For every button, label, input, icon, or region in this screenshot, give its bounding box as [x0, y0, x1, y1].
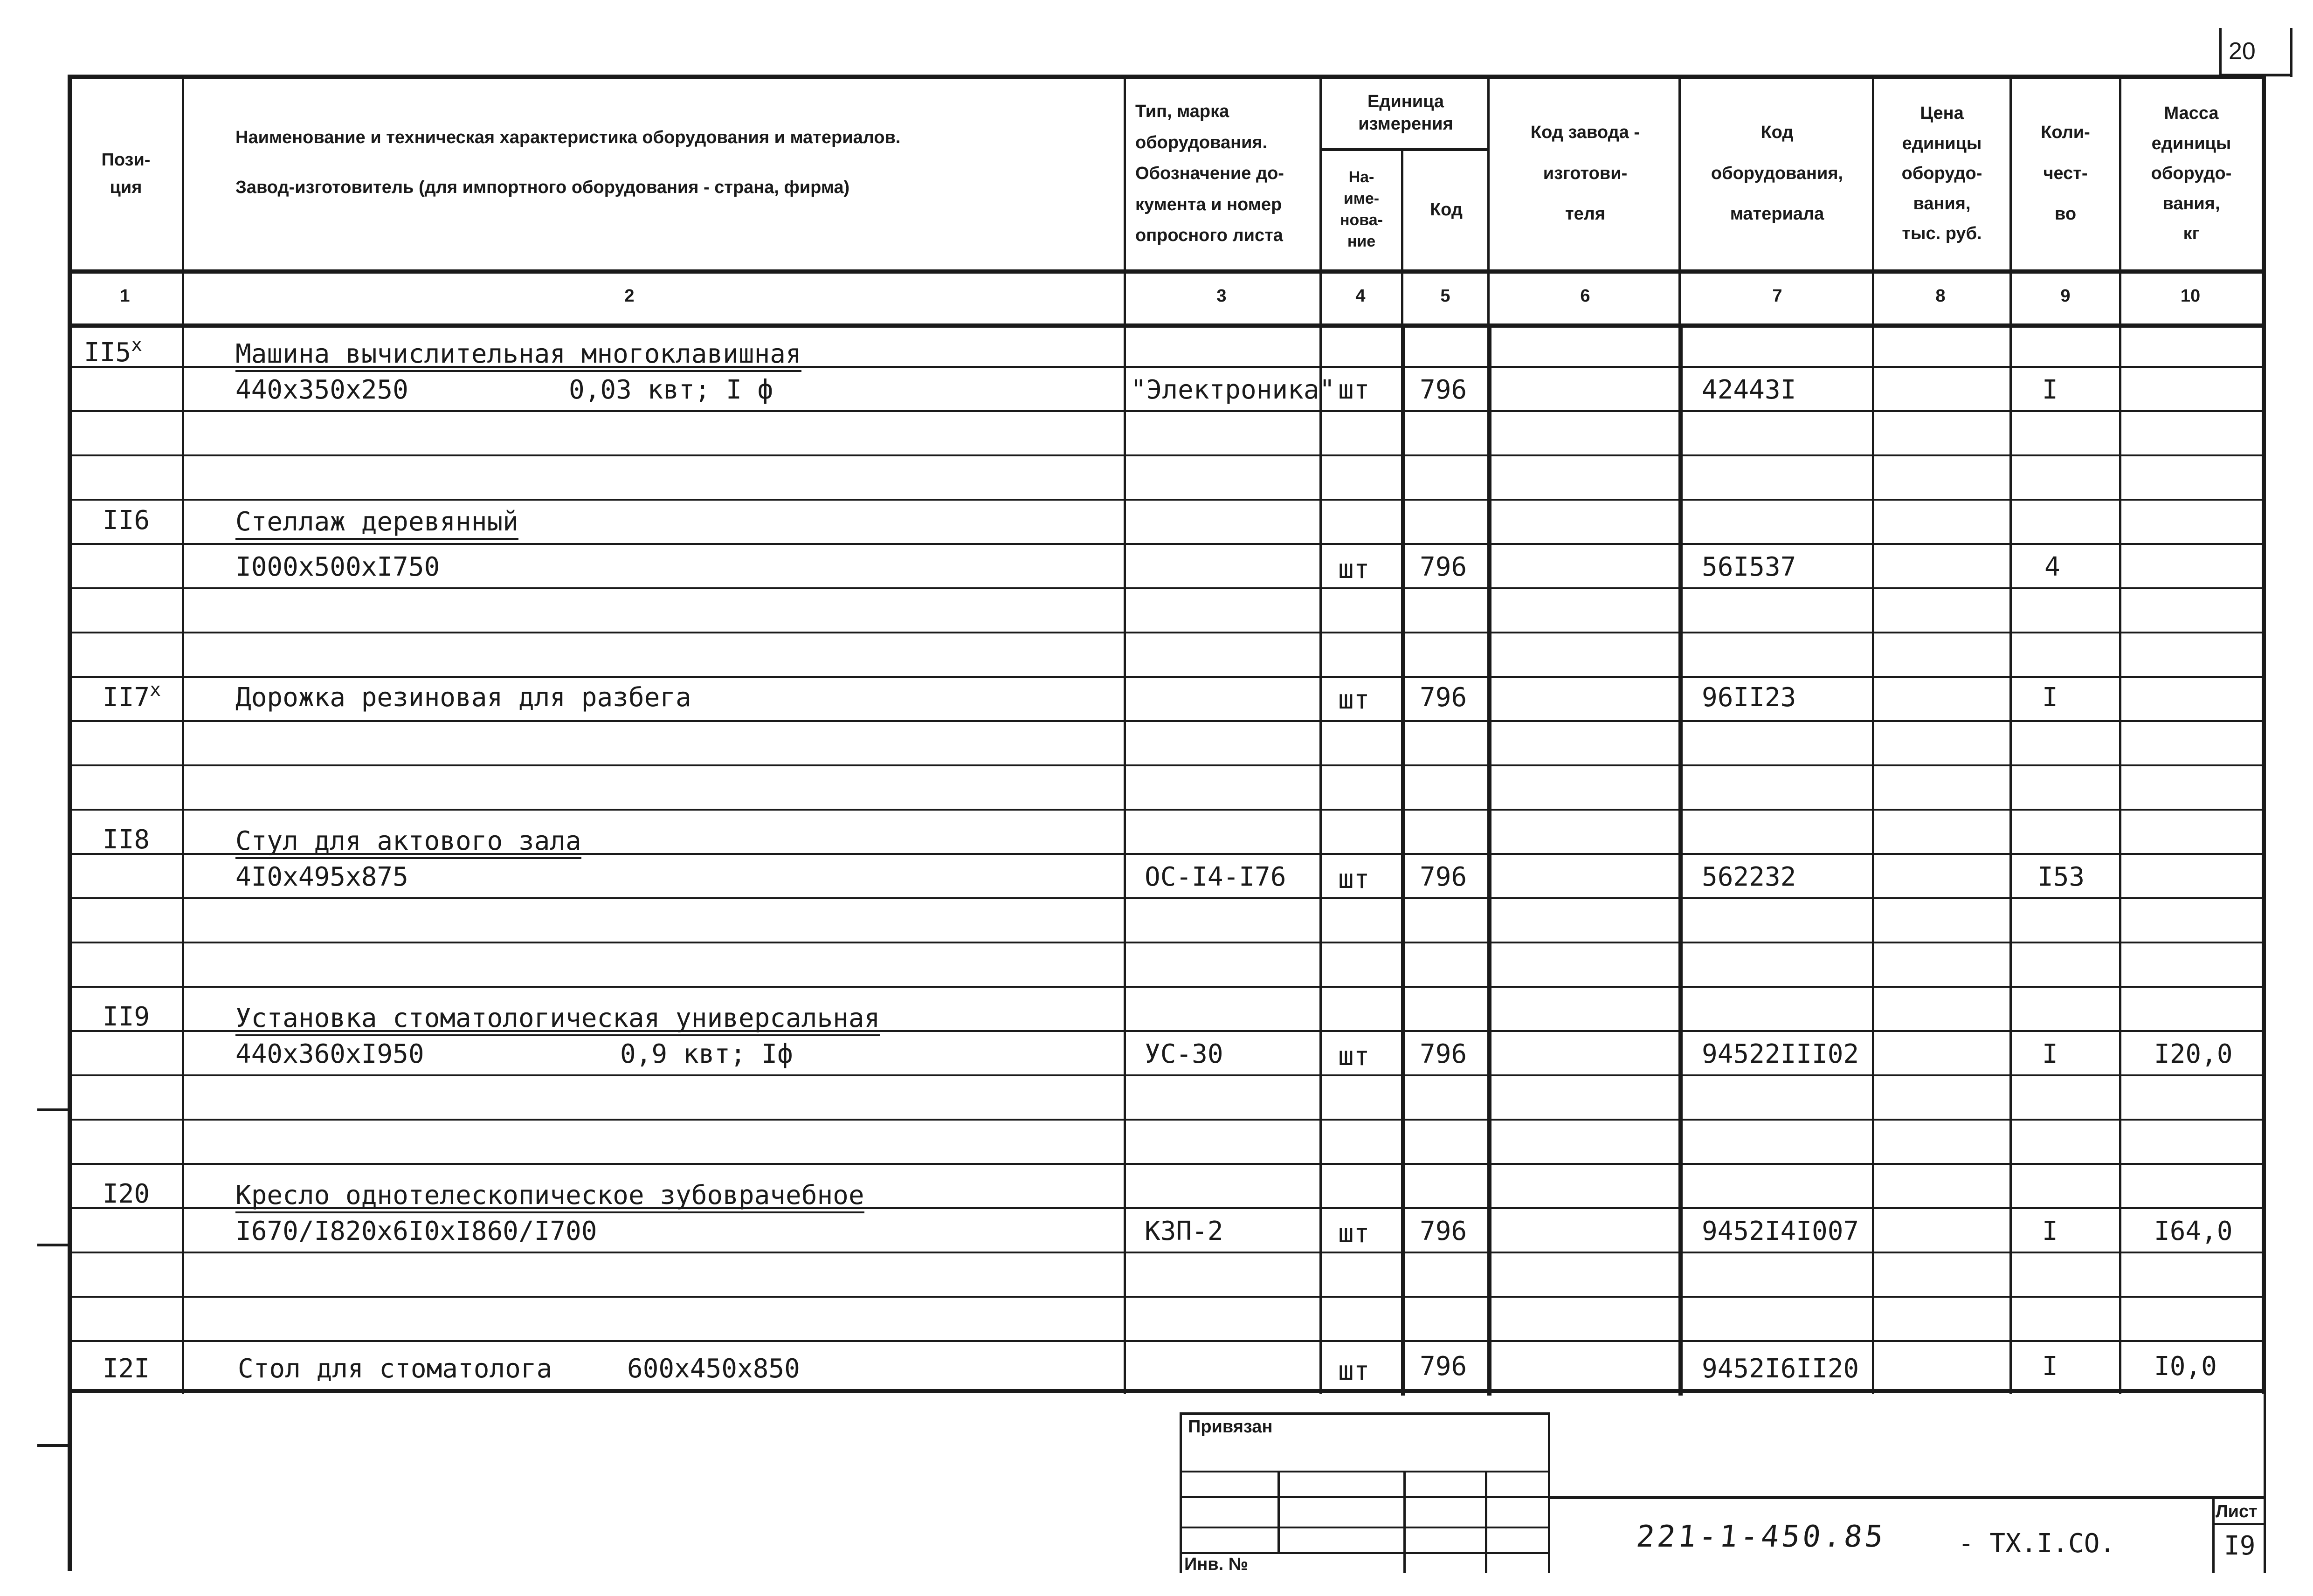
table-bottom-line [68, 1389, 2266, 1393]
header-col-7: Код оборудования, материала [1711, 123, 1843, 224]
document-code: 221-1-450.85 [1635, 1520, 1888, 1554]
table-row-position: I2I [103, 1354, 150, 1384]
row-line [68, 986, 2266, 988]
row-line [68, 676, 2266, 678]
header-col-2-line-2: Завод-изготовитель (для импортного оборудования - страна, фирма) [235, 177, 850, 197]
col-numbers-bottom-line [68, 323, 2266, 328]
table-row-code: 796 [1420, 375, 1467, 405]
col-line-3 [1319, 75, 1322, 1394]
col-number-8: 8 [1935, 286, 1946, 306]
table-row-spec: 4I0x495x875 [235, 862, 408, 892]
table-row-spec: I000x500xI750 [235, 552, 440, 582]
sheet-label: Лист [2216, 1502, 2258, 1521]
header-col-9: Коли- чест- во [2041, 123, 2090, 224]
header-col-3: Тип, марка оборудования. Обозначение до- кумента и номер опросного листа [1135, 102, 1284, 246]
table-row-position: II6 [103, 505, 150, 536]
row-line [68, 410, 2266, 412]
table-row-position: II7$^x$ [103, 679, 161, 713]
sheet-box-divider [2212, 1523, 2266, 1525]
table-row-code: 796 [1420, 1039, 1467, 1069]
row-line [68, 1163, 2266, 1165]
row-line [68, 720, 2266, 722]
table-row-code: 796 [1420, 1351, 1467, 1382]
table-row-spec: 600x450x850 [627, 1354, 800, 1384]
row-line [68, 1296, 2266, 1298]
margin-tick [37, 1108, 70, 1111]
table-row-unit: шт [1338, 1218, 1370, 1249]
table-row-type: ОС-I4-I76 [1145, 862, 1286, 892]
table-row-name: Установка стоматологическая универсальная [235, 1004, 880, 1036]
header-col-2-line-1: Наименование и техническая характеристика оборудования и материалов. [235, 127, 901, 147]
row-line [68, 587, 2266, 589]
header-col-10: Масса единицы оборудо- вания, кг [2151, 103, 2232, 244]
table-row-code: 796 [1420, 862, 1467, 892]
table-row-spec: 440x360xI950 [235, 1039, 424, 1069]
stamp-col [1485, 1471, 1487, 1573]
table-row-position: II9 [103, 1002, 150, 1032]
sheet-box-right [2264, 1389, 2266, 1573]
table-row-extra: 0,9 квт; Iф [620, 1039, 793, 1069]
table-row-type: "Электроника" [1131, 375, 1335, 405]
row-line [68, 454, 2266, 456]
row-line [68, 1074, 2266, 1076]
table-left-border [68, 75, 72, 1571]
row-line [68, 1340, 2266, 1342]
table-row-unit: шт [1338, 864, 1370, 894]
table-row-spec: I670/I820x6I0xI860/I700 [235, 1216, 597, 1246]
stamp-col [1277, 1471, 1280, 1552]
stamp-inv-label: Инв. № [1184, 1555, 1249, 1574]
table-row-code: 796 [1420, 682, 1467, 713]
table-row-code: 796 [1420, 1216, 1467, 1246]
table-row-name: Стол для стоматолога [238, 1354, 552, 1384]
col-number-6: 6 [1580, 286, 1590, 306]
sheet-number: I9 [2224, 1531, 2256, 1561]
sheet-box-left [2212, 1496, 2215, 1573]
col-number-1: 1 [120, 286, 130, 306]
table-row-type: УС-30 [1145, 1039, 1223, 1069]
table-row-spec: 440x350x250 [235, 375, 408, 405]
col-line-6a [1678, 75, 1681, 328]
table-row-equip-code: 96II23 [1702, 682, 1796, 713]
row-line [68, 1119, 2266, 1121]
table-row-equip-code: 94522III02 [1702, 1039, 1859, 1069]
table-row-name: Дорожка резиновая для разбега [235, 682, 691, 713]
stamp-col [1403, 1471, 1406, 1573]
page-number-box-left [2219, 28, 2222, 77]
table-row-name: Стеллаж деревянный [235, 507, 518, 540]
stamp-line [1180, 1552, 1550, 1554]
header-bottom-line [68, 269, 2266, 274]
row-line [68, 499, 2266, 501]
table-row-equip-code: 9452I4I007 [1702, 1216, 1859, 1246]
table-top-border [68, 75, 2266, 79]
row-line [68, 942, 2266, 943]
col-number-7: 7 [1772, 286, 1782, 306]
table-row-unit: шт [1338, 685, 1370, 715]
row-line [68, 809, 2266, 811]
col-number-4: 4 [1355, 286, 1366, 306]
header-unit-group: Единица измерения [1358, 92, 1453, 134]
margin-tick [37, 1444, 70, 1447]
stamp-left [1180, 1412, 1182, 1573]
header-col-6: Код завода - изготови- теля [1530, 123, 1640, 224]
stamp-privyazan-label: Привязан [1188, 1417, 1273, 1437]
table-row-qty: I [2042, 682, 2058, 713]
header-col-5: Код [1429, 200, 1463, 220]
page-number: 20 [2229, 38, 2256, 65]
col-line-5b [1487, 323, 1491, 1396]
col-line-2 [1124, 75, 1126, 1394]
col-number-9: 9 [2060, 286, 2071, 306]
table-row-mass: I0,0 [2154, 1351, 2217, 1382]
row-line [68, 543, 2266, 545]
table-row-position: II5$^x$ [84, 334, 143, 368]
table-row-qty: I [2042, 375, 2058, 405]
table-row-name: Стул для актового зала [235, 826, 581, 859]
margin-tick [37, 1244, 70, 1246]
col-line-7 [1872, 75, 1874, 1394]
table-row-qty: 4 [2044, 552, 2060, 582]
row-line [68, 1252, 2266, 1253]
col-line-6b [1678, 323, 1683, 1396]
row-line [68, 764, 2266, 766]
table-row-qty: I [2042, 1216, 2058, 1246]
page-number-box-right [2290, 28, 2292, 77]
document-code-suffix: - TX.I.CO. [1958, 1528, 2116, 1559]
col-number-2: 2 [624, 286, 635, 306]
col-line-4b [1401, 323, 1405, 1396]
stamp-top [1180, 1412, 1550, 1415]
row-line [68, 897, 2266, 899]
table-row-position: II8 [103, 825, 150, 855]
col-number-10: 10 [2180, 286, 2201, 306]
table-row-unit: шт [1338, 375, 1370, 405]
table-row-mass: I20,0 [2154, 1039, 2233, 1069]
table-row-type: КЗП-2 [1145, 1216, 1223, 1246]
header-col-4: На- име- нова- ние [1340, 168, 1383, 250]
header-col-8: Цена единицы оборудо- вания, тыс. руб. [1901, 103, 1982, 244]
header-col-1: Пози- ция [101, 150, 151, 197]
stamp-line [1180, 1471, 1550, 1472]
col-line-1 [182, 75, 184, 1394]
table-row-name: Кресло однотелескопическое зубоврачебное [235, 1181, 864, 1213]
table-row-equip-code: 56I537 [1702, 552, 1796, 582]
table-row-equip-code: 42443I [1702, 375, 1796, 405]
col-line-8 [2009, 75, 2012, 1394]
table-row-equip-code: 562232 [1702, 862, 1796, 892]
table-row-equip-code: 9452I6II20 [1702, 1354, 1859, 1384]
table-row-qty: I [2042, 1039, 2058, 1069]
table-row-extra: 0,03 квт; I ф [569, 375, 773, 405]
page-number-box-bottom [2219, 74, 2292, 76]
col-number-5: 5 [1440, 286, 1450, 306]
stamp-line [1180, 1527, 1550, 1528]
doc-code-line [1548, 1496, 2266, 1499]
stamp-line [1180, 1496, 1550, 1498]
table-row-name: Машина вычислительная многоклавишная [235, 339, 801, 372]
table-row-qty: I [2042, 1351, 2058, 1382]
table-row-position: I20 [103, 1179, 150, 1209]
table-row-code: 796 [1420, 552, 1467, 582]
table-row-qty: I53 [2037, 862, 2085, 892]
table-row-unit: шт [1338, 1356, 1370, 1386]
col-line-9 [2119, 75, 2121, 1394]
col-number-3: 3 [1216, 286, 1227, 306]
stamp-right [1548, 1412, 1550, 1573]
table-row-mass: I64,0 [2154, 1216, 2233, 1246]
table-row-unit: шт [1338, 554, 1370, 585]
table-row-unit: шт [1338, 1041, 1370, 1072]
unit-group-divider [1319, 148, 1490, 151]
row-line [68, 632, 2266, 633]
